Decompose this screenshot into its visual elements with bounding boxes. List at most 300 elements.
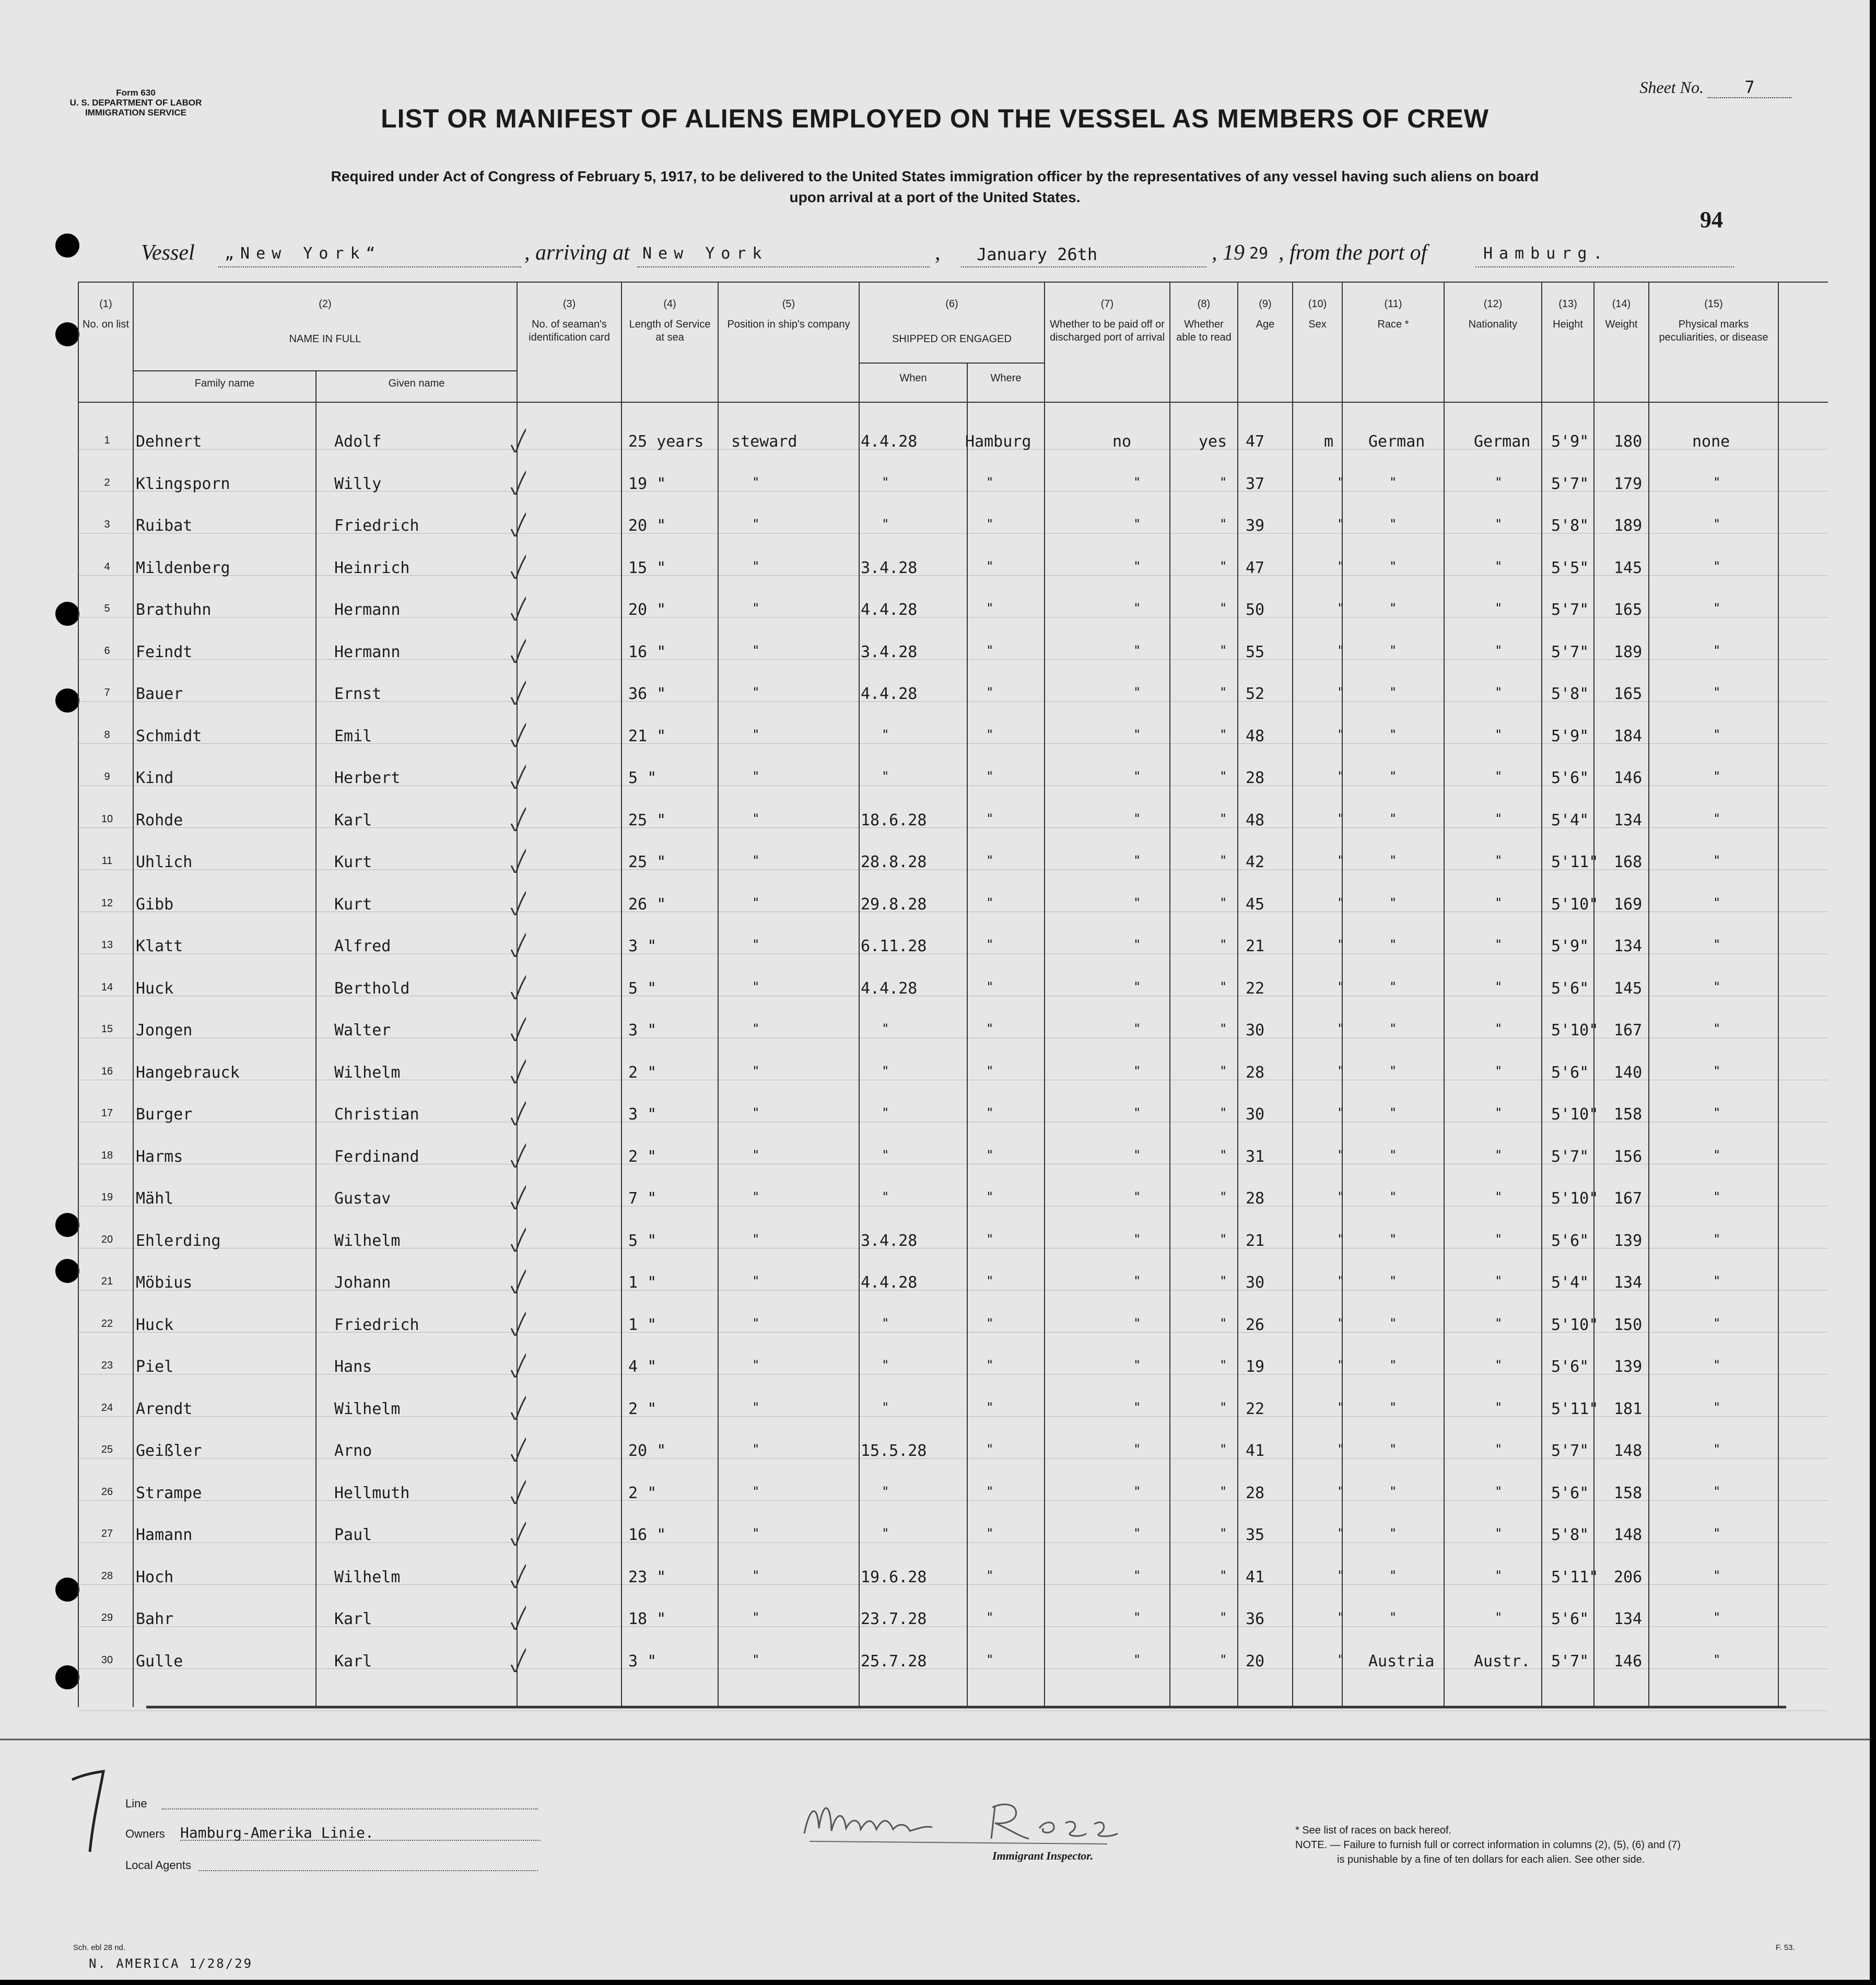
check-mark-icon <box>509 761 526 789</box>
vessel-name: „New York“ <box>225 244 382 263</box>
row-number: 29 <box>101 1612 113 1624</box>
height: 5'4" <box>1551 1274 1589 1292</box>
weight: 189 <box>1614 643 1643 661</box>
race: " <box>1389 1442 1397 1456</box>
able-to-read: " <box>1220 979 1227 994</box>
race: " <box>1389 1274 1397 1288</box>
family-name: Ehlerding <box>136 1231 221 1250</box>
sheet-value: 7 <box>1708 77 1791 98</box>
height: 5'11" <box>1551 1399 1599 1418</box>
row-number: 23 <box>101 1360 113 1371</box>
height: 5'11" <box>1551 853 1599 871</box>
physical-marks: " <box>1713 558 1721 574</box>
height: 5'9" <box>1551 727 1589 745</box>
shipped-when: " <box>882 1526 889 1540</box>
check-mark-icon <box>509 971 526 999</box>
row-number: 22 <box>101 1317 113 1329</box>
ship-position: " <box>752 1484 760 1499</box>
shipped-where: " <box>986 1442 994 1456</box>
family-name: Mähl <box>136 1189 174 1208</box>
service-length: 25 " <box>628 853 666 871</box>
height: 5'7" <box>1551 474 1589 493</box>
race: " <box>1389 853 1397 868</box>
shipped-when: 4.4.28 <box>861 601 918 619</box>
paid-off: " <box>1133 558 1141 574</box>
paid-off: " <box>1133 727 1141 742</box>
physical-marks: " <box>1713 1610 1721 1625</box>
able-to-read: " <box>1220 474 1227 489</box>
row-number: 3 <box>104 519 110 530</box>
weight: 148 <box>1614 1442 1643 1460</box>
check-mark-icon <box>509 1517 526 1546</box>
race: " <box>1389 1568 1397 1583</box>
sex: " <box>1337 769 1345 784</box>
arrival-date: January 26th <box>977 244 1098 264</box>
column-number: (1) <box>99 298 112 310</box>
given-name: Friedrich <box>334 517 419 535</box>
shipped-where: " <box>986 517 994 531</box>
family-name: Hamann <box>136 1526 193 1544</box>
row-number: 19 <box>101 1192 113 1203</box>
shipped-where: " <box>986 474 994 489</box>
given-name: Hellmuth <box>334 1484 410 1502</box>
weight: 134 <box>1614 1274 1643 1292</box>
paid-off: " <box>1133 1231 1141 1246</box>
ship-position: " <box>752 643 760 658</box>
nationality: " <box>1495 1568 1503 1583</box>
shipped-where: " <box>986 1147 994 1162</box>
column-header-15 <box>1649 298 1778 344</box>
row-number: 10 <box>101 813 113 825</box>
nationality: " <box>1495 769 1503 784</box>
race: German <box>1368 433 1425 451</box>
physical-marks: " <box>1713 1147 1721 1162</box>
shipped-where: " <box>986 1021 994 1036</box>
check-mark-icon <box>509 1181 526 1209</box>
age: 21 <box>1246 1231 1265 1250</box>
physical-marks: " <box>1713 979 1721 994</box>
check-mark-icon <box>509 676 526 705</box>
sex: " <box>1337 1231 1345 1246</box>
arriving-label: , arriving at <box>524 241 630 265</box>
check-mark-icon <box>509 635 526 663</box>
weight: 168 <box>1614 853 1643 871</box>
height: 5'8" <box>1551 1526 1589 1544</box>
column-subheader: Family name <box>194 378 255 389</box>
family-name: Klingsporn <box>136 474 230 493</box>
given-name: Adolf <box>334 433 382 451</box>
handwritten-sheet-number <box>63 1768 115 1857</box>
vessel-label: Vessel <box>141 241 195 265</box>
check-mark-icon <box>509 1097 526 1125</box>
column-header-1 <box>78 298 133 331</box>
height: 5'7" <box>1551 1652 1589 1671</box>
physical-marks: " <box>1713 727 1721 742</box>
check-mark-icon <box>509 551 526 579</box>
able-to-read: " <box>1220 1231 1227 1246</box>
physical-marks: " <box>1713 1315 1721 1330</box>
paid-off: " <box>1133 937 1141 952</box>
column-label: Length of Service at sea <box>629 319 711 343</box>
weight: 139 <box>1614 1358 1643 1376</box>
age: 20 <box>1246 1652 1265 1671</box>
shipped-where: " <box>986 1063 994 1078</box>
ship-position: " <box>752 601 760 615</box>
able-to-read: yes <box>1199 433 1227 451</box>
race: " <box>1389 558 1397 574</box>
age: 22 <box>1246 1399 1265 1418</box>
paid-off: " <box>1133 517 1141 531</box>
ship-position: " <box>752 1315 760 1330</box>
nationality: " <box>1495 895 1503 910</box>
ship-position: " <box>752 1147 760 1162</box>
paid-off: " <box>1133 601 1141 615</box>
service-length: 16 " <box>628 643 666 661</box>
shipped-when: 6.11.28 <box>861 937 927 955</box>
shipped-when: " <box>882 1147 889 1162</box>
sex: " <box>1337 685 1345 699</box>
shipped-when: " <box>882 769 889 784</box>
race: " <box>1389 1105 1397 1120</box>
race: " <box>1389 685 1397 699</box>
given-name: Heinrich <box>334 558 410 577</box>
row-number: 13 <box>101 939 113 951</box>
check-mark-icon <box>509 803 526 831</box>
physical-marks: " <box>1713 1399 1721 1415</box>
column-header-4 <box>622 298 718 344</box>
service-length: 5 " <box>628 1231 657 1250</box>
column-number: (13) <box>1558 298 1577 310</box>
inspector-label: Immigrant Inspector. <box>992 1849 1094 1862</box>
row-number: 20 <box>101 1233 113 1245</box>
row-number: 26 <box>101 1486 113 1498</box>
age: 41 <box>1246 1442 1265 1460</box>
given-name: Ernst <box>334 685 382 703</box>
height: 5'7" <box>1551 1147 1589 1166</box>
check-mark-icon <box>509 1644 526 1672</box>
sex: " <box>1337 937 1345 952</box>
arrival-port: New York <box>642 244 768 263</box>
able-to-read: " <box>1220 643 1227 658</box>
weight: 146 <box>1614 1652 1643 1671</box>
column-number: (6) <box>945 298 958 310</box>
height: 5'6" <box>1551 1358 1589 1376</box>
shipped-when: 4.4.28 <box>861 433 918 451</box>
row-number: 7 <box>104 687 110 698</box>
age: 52 <box>1246 685 1265 703</box>
service-length: 2 " <box>628 1147 657 1166</box>
sex: " <box>1337 853 1345 868</box>
weight: 145 <box>1614 558 1643 577</box>
race: " <box>1389 1063 1397 1078</box>
age: 31 <box>1246 1147 1265 1166</box>
age: 19 <box>1246 1358 1265 1376</box>
weight: 167 <box>1614 1021 1643 1040</box>
paid-off: " <box>1133 1484 1141 1499</box>
given-name: Karl <box>334 1610 372 1628</box>
paid-off: no <box>1112 433 1132 451</box>
height: 5'6" <box>1551 979 1589 998</box>
able-to-read: " <box>1220 1399 1227 1415</box>
shipped-where: " <box>986 1399 994 1415</box>
line-underline <box>162 1808 538 1809</box>
races-note: * See list of races on back hereof. <box>1295 1825 1452 1836</box>
age: 50 <box>1246 601 1265 619</box>
physical-marks: " <box>1713 1358 1721 1372</box>
ship-position: " <box>752 1399 760 1415</box>
ship-position: " <box>752 1568 760 1583</box>
height: 5'6" <box>1551 1063 1589 1082</box>
subtitle-line-1: Required under Act of Congress of February 5, 1917, to be delivered to the United States immigration officer by the representatives of any vessel having such aliens on board <box>331 168 1539 184</box>
race: " <box>1389 1231 1397 1246</box>
age: 28 <box>1246 1063 1265 1082</box>
able-to-read: " <box>1220 1526 1227 1540</box>
row-number: 5 <box>104 603 110 614</box>
sheet-label: Sheet No. <box>1639 78 1704 97</box>
able-to-read: " <box>1220 1021 1227 1036</box>
shipped-where: " <box>986 853 994 868</box>
sex: " <box>1337 474 1345 489</box>
column-header-10 <box>1293 298 1342 331</box>
inspector-signature <box>794 1786 1128 1854</box>
able-to-read: " <box>1220 517 1227 531</box>
column-label: Age <box>1256 319 1275 330</box>
column-number: (10) <box>1308 298 1327 310</box>
given-name: Gustav <box>334 1189 391 1208</box>
service-length: 20 " <box>628 1442 666 1460</box>
service-length: 26 " <box>628 895 666 914</box>
service-length: 3 " <box>628 1105 657 1124</box>
able-to-read: " <box>1220 601 1227 615</box>
row-number: 12 <box>101 897 113 909</box>
column-header-13 <box>1542 298 1594 331</box>
sex: " <box>1337 1147 1345 1162</box>
schedule-code: Sch. ebl 28 nd. <box>73 1943 126 1952</box>
shipped-when: 3.4.28 <box>861 1231 918 1250</box>
owners-value: Hamburg-Amerika Linie. <box>180 1824 374 1841</box>
ship-position: " <box>752 1189 760 1204</box>
document-title: LIST OR MANIFEST OF ALIENS EMPLOYED ON THE VESSEL AS MEMBERS OF CREW <box>381 104 1489 133</box>
ship-position: " <box>752 1610 760 1625</box>
shipped-when: 3.4.28 <box>861 643 918 661</box>
paid-off: " <box>1133 1021 1141 1036</box>
physical-marks: " <box>1713 1063 1721 1078</box>
nationality: German <box>1474 433 1531 451</box>
column-number: (2) <box>319 298 332 310</box>
race: " <box>1389 1147 1397 1162</box>
sex: " <box>1337 895 1345 910</box>
able-to-read: " <box>1220 1442 1227 1456</box>
service-length: 5 " <box>628 769 657 787</box>
height: 5'5" <box>1551 558 1589 577</box>
service-length: 3 " <box>628 1652 657 1671</box>
sex: " <box>1337 601 1345 615</box>
shipped-when: " <box>882 1189 889 1204</box>
family-name: Geißler <box>136 1442 202 1460</box>
owners-label: Owners <box>125 1827 165 1840</box>
row-number: 4 <box>104 561 110 573</box>
race: " <box>1389 727 1397 742</box>
given-name: Ferdinand <box>334 1147 419 1166</box>
service-length: 16 " <box>628 1526 666 1544</box>
height: 5'8" <box>1551 685 1589 703</box>
column-header-7 <box>1045 298 1170 344</box>
shipped-where: " <box>986 811 994 826</box>
sex: " <box>1337 1568 1345 1583</box>
weight: 181 <box>1614 1399 1643 1418</box>
weight: 158 <box>1614 1105 1643 1124</box>
weight: 165 <box>1614 601 1643 619</box>
ship-position: " <box>752 1231 760 1246</box>
shipped-where: " <box>986 1315 994 1330</box>
column-header-8 <box>1170 298 1238 344</box>
nationality: " <box>1495 1021 1503 1036</box>
height: 5'8" <box>1551 517 1589 535</box>
column-number: (9) <box>1259 298 1272 310</box>
departure-port: Hamburg. <box>1483 244 1609 263</box>
race: " <box>1389 1021 1397 1036</box>
family-name: Brathuhn <box>136 601 212 619</box>
ship-position: " <box>752 474 760 489</box>
sex: " <box>1337 517 1345 531</box>
column-header-5 <box>718 298 859 331</box>
given-name: Hermann <box>334 601 401 619</box>
sex: " <box>1337 811 1345 826</box>
weight: 134 <box>1614 937 1643 955</box>
age: 30 <box>1246 1105 1265 1124</box>
physical-marks: " <box>1713 474 1721 489</box>
shipped-when: " <box>882 1315 889 1330</box>
shipped-where: " <box>986 1105 994 1120</box>
family-name: Arendt <box>136 1399 193 1418</box>
shipped-where: " <box>986 1274 994 1288</box>
height: 5'10" <box>1551 1105 1599 1124</box>
nationality: Austr. <box>1474 1652 1531 1671</box>
race: " <box>1389 811 1397 826</box>
check-mark-icon <box>509 508 526 536</box>
age: 42 <box>1246 853 1265 871</box>
sex: " <box>1337 1399 1345 1415</box>
nationality: " <box>1495 1315 1503 1330</box>
shipped-when: " <box>882 474 889 489</box>
nationality: " <box>1495 1358 1503 1372</box>
ship-position: " <box>752 1105 760 1120</box>
sex: " <box>1337 1105 1345 1120</box>
nationality: " <box>1495 1189 1503 1204</box>
column-label: No. of seaman's identification card <box>529 319 610 343</box>
row-number: 17 <box>101 1107 113 1119</box>
column-header-12 <box>1444 298 1542 331</box>
height: 5'6" <box>1551 1231 1589 1250</box>
race: " <box>1389 895 1397 910</box>
family-name: Bahr <box>136 1610 174 1628</box>
race: Austria <box>1368 1652 1435 1671</box>
height: 5'6" <box>1551 769 1589 787</box>
nationality: " <box>1495 1231 1503 1246</box>
given-name: Alfred <box>334 937 391 955</box>
service-length: 21 " <box>628 727 666 745</box>
check-mark-icon <box>509 1560 526 1588</box>
physical-marks: " <box>1713 937 1721 952</box>
service: IMMIGRATION SERVICE <box>85 108 186 118</box>
physical-marks: none <box>1692 433 1730 451</box>
family-name: Mildenberg <box>136 558 230 577</box>
column-header-6 <box>859 298 1045 346</box>
physical-marks: " <box>1713 1189 1721 1204</box>
row-number: 1 <box>104 435 110 446</box>
family-name: Möbius <box>136 1274 193 1292</box>
row-number: 6 <box>104 645 110 657</box>
check-mark-icon <box>509 1139 526 1167</box>
column-number: (5) <box>782 298 795 310</box>
shipped-when: 23.7.28 <box>861 1610 927 1628</box>
row-number: 18 <box>101 1149 113 1161</box>
sex: " <box>1337 979 1345 994</box>
column-label: Nationality <box>1468 319 1518 330</box>
nationality: " <box>1495 1610 1503 1625</box>
form-number: Form 630 <box>116 88 156 98</box>
ship-position: " <box>752 979 760 994</box>
ship-position: " <box>752 1358 760 1372</box>
check-mark-icon <box>509 592 526 621</box>
service-length: 18 " <box>628 1610 666 1628</box>
weight: 139 <box>1614 1231 1643 1250</box>
race: " <box>1389 474 1397 489</box>
nationality: " <box>1495 601 1503 615</box>
ship-position: " <box>752 685 760 699</box>
weight: 140 <box>1614 1063 1643 1082</box>
paid-off: " <box>1133 1526 1141 1540</box>
row-number: 16 <box>101 1065 113 1077</box>
age: 47 <box>1246 433 1265 451</box>
check-mark-icon <box>509 466 526 495</box>
sex: " <box>1337 643 1345 658</box>
physical-marks: " <box>1713 517 1721 531</box>
service-length: 19 " <box>628 474 666 493</box>
age: 22 <box>1246 979 1265 998</box>
row-number: 11 <box>101 855 113 867</box>
shipped-where: " <box>986 727 994 742</box>
column-label: Position in ship's company <box>727 319 850 330</box>
given-name: Willy <box>334 474 382 493</box>
year-suffix: 29 <box>1249 244 1269 263</box>
physical-marks: " <box>1713 769 1721 784</box>
age: 30 <box>1246 1021 1265 1040</box>
age: 28 <box>1246 769 1265 787</box>
given-name: Karl <box>334 1652 372 1671</box>
column-number: (3) <box>562 298 576 310</box>
able-to-read: " <box>1220 895 1227 910</box>
given-name: Christian <box>334 1105 419 1124</box>
given-name: Hans <box>334 1358 372 1376</box>
service-length: 2 " <box>628 1484 657 1502</box>
shipped-when: " <box>882 1484 889 1499</box>
physical-marks: " <box>1713 1105 1721 1120</box>
height: 5'9" <box>1551 433 1589 451</box>
sex: " <box>1337 1189 1345 1204</box>
row-number: 8 <box>104 729 110 741</box>
family-name: Jongen <box>136 1021 193 1040</box>
given-name: Herbert <box>334 769 401 787</box>
height: 5'10" <box>1551 1021 1599 1040</box>
family-name: Huck <box>136 1315 174 1334</box>
age: 36 <box>1246 1610 1265 1628</box>
ship-position: " <box>752 895 760 910</box>
age: 48 <box>1246 727 1265 745</box>
service-length: 1 " <box>628 1274 657 1292</box>
race: " <box>1389 979 1397 994</box>
weight: 165 <box>1614 685 1643 703</box>
